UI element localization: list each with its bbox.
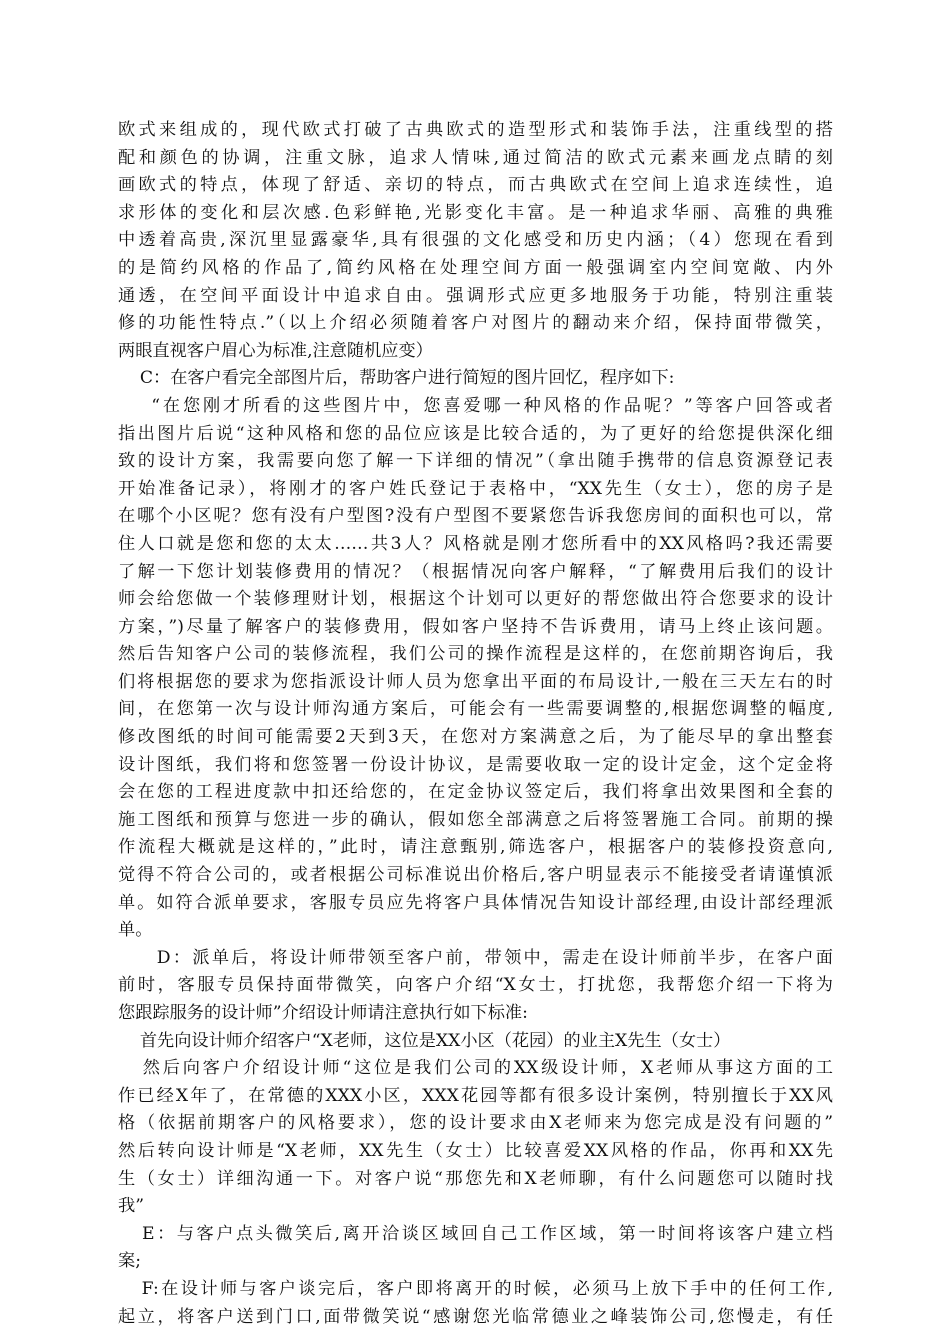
text-line: 开始准备记录），将刚才的客户姓氏登记于表格中，“XX先生（女士），您的房子是 bbox=[118, 478, 833, 499]
text-line: 通透，在空间平面设计中追求自由。强调形式应更多地服务于功能，特别注重装 bbox=[118, 285, 833, 306]
text-line: 单。 bbox=[118, 920, 153, 941]
text-line: 格（依据前期客户的风格要求），您的设计要求由X老师来为您完成是没有问题的” bbox=[118, 1113, 833, 1134]
text-line: 指出图片后说“这种风格和您的品位应该是比较合适的，为了更好的给您提供深化细 bbox=[118, 423, 833, 444]
text-line: 会在您的工程进度款中扣还给您的，在定金协议签定后，我们将拿出效果图和全套的 bbox=[118, 782, 833, 803]
text-line: 首先向设计师介绍客户“X老师，这位是XX小区（花园）的业主X先生（女士） bbox=[118, 1030, 731, 1051]
text-line: “在您刚才所看的这些图片中，您喜爱哪一种风格的作品呢？”等客户回答或者 bbox=[118, 395, 833, 416]
text-line: 然后向客户介绍设计师“这位是我们公司的XX级设计师，X老师从事这方面的工 bbox=[118, 1058, 833, 1079]
text-line: 然后转向设计师是“X老师，XX先生（女士）比较喜爱XX风格的作品，你再和XX先 bbox=[118, 1140, 833, 1161]
text-line: 施工图纸和预算与您进一步的确认，假如您全部满意之后将签署施工合同。前期的操 bbox=[118, 809, 833, 830]
text-line: 求形体的变化和层次感.色彩鲜艳,光影变化丰富。是一种追求华丽、高雅的典雅 bbox=[118, 202, 833, 223]
text-line: 师会给您做一个装修理财计划，根据这个计划可以更好的帮您做出符合您要求的设计 bbox=[118, 589, 833, 610]
text-line: 设计图纸，我们将和您签署一份设计协议，是需要收取一定的设计定金，这个定金将 bbox=[118, 754, 833, 775]
text-line: 配和颜色的协调，注重文脉，追求人情味,通过简洁的欧式元素来画龙点睛的刻 bbox=[118, 147, 833, 168]
text-line: 致的设计方案，我需要向您了解一下详细的情况”（拿出随手携带的信息资源登记表 bbox=[118, 451, 833, 472]
text-line: 作已经X年了，在常德的XXX小区，XXX花园等都有很多设计案例，特别擅长于XX风 bbox=[118, 1085, 833, 1106]
document-page bbox=[118, 117, 833, 1331]
text-line: 的是简约风格的作品了,简约风格在处理空间方面一般强调室内空间宽敞、内外 bbox=[118, 257, 833, 278]
text-line: 作流程大概就是这样的，”此时，请注意甄别,筛选客户，根据客户的装修投资意向, bbox=[118, 837, 833, 858]
text-line: 我” bbox=[118, 1196, 144, 1217]
text-line: 方案，”)尽量了解客户的装修费用，假如客户坚持不告诉费用，请马上终止该问题。 bbox=[118, 616, 833, 637]
text-line: 住人口就是您和您的太太……共3人？风格就是刚才您所看中的XX风格吗?我还需要 bbox=[118, 533, 833, 554]
text-line: 画欧式的特点，体现了舒适、亲切的特点，而古典欧式在空间上追求连续性，追 bbox=[118, 175, 833, 196]
text-line: 您跟踪服务的设计师”介绍设计师请注意执行如下标准: bbox=[118, 1003, 528, 1023]
text-line: 在哪个小区呢？您有没有户型图?没有户型图不要紧您告诉我您房间的面积也可以，常 bbox=[118, 506, 833, 527]
text-line: 中透着高贵,深沉里显露豪华,具有很强的文化感受和历史内涵；（4）您现在看到 bbox=[118, 230, 833, 251]
text-line: 然后告知客户公司的装修流程，我们公司的操作流程是这样的，在您前期咨询后，我 bbox=[118, 644, 833, 665]
text-line: 生（女士）详细沟通一下。对客户说“那您先和X老师聊，有什么问题您可以随时找 bbox=[118, 1168, 833, 1189]
text-line: 案; bbox=[118, 1251, 141, 1272]
text-line: 修改图纸的时间可能需要2天到3天，在您对方案满意之后，为了能尽早的拿出整套 bbox=[118, 727, 833, 748]
text-line: 觉得不符合公司的，或者根据公司标准说出价格后,客户明显表示不能接受者请谨慎派 bbox=[118, 865, 833, 886]
text-line: D：派单后，将设计师带领至客户前，带领中，需走在设计师前半步，在客户面 bbox=[118, 947, 833, 968]
text-line: 起立，将客户送到门口,面带微笑说“感谢您光临常德业之峰装饰公司,您慢走，有任 bbox=[118, 1306, 833, 1327]
text-line: 欧式来组成的，现代欧式打破了古典欧式的造型形式和装饰手法，注重线型的搭 bbox=[118, 120, 833, 140]
text-line: 两眼直视客户眉心为标准,注意随机应变） bbox=[118, 340, 433, 361]
text-line: 前时，客服专员保持面带微笑，向客户介绍“X女士，打扰您，我帮您介绍一下将为 bbox=[118, 975, 833, 996]
text-line: 间，在您第一次与设计师沟通方案后，可能会有一些需要调整的,根据您调整的幅度, bbox=[118, 699, 833, 720]
text-line: F:在设计师与客户谈完后，客户即将离开的时候，必须马上放下手中的任何工作, bbox=[118, 1278, 833, 1299]
text-line: E：与客户点头微笑后,离开洽谈区域回自己工作区域，第一时间将该客户建立档 bbox=[118, 1223, 833, 1244]
text-line: 单。如符合派单要求，客服专员应先将客户具体情况告知设计部经理,由设计部经理派 bbox=[118, 892, 833, 913]
text-line: 了解一下您计划装修费用的情况？（根据情况向客户解释，“了解费用后我们的设计 bbox=[118, 561, 833, 582]
text-line: 修的功能性特点.”（以上介绍必须随着客户对图片的翻动来介绍，保持面带微笑， bbox=[118, 313, 833, 334]
text-line: C：在客户看完全部图片后，帮助客户进行简短的图片回忆，程序如下: bbox=[118, 368, 675, 389]
text-line: 们将根据您的要求为您指派设计师人员为您拿出平面的布局设计,一般在三天左右的时 bbox=[118, 671, 833, 692]
